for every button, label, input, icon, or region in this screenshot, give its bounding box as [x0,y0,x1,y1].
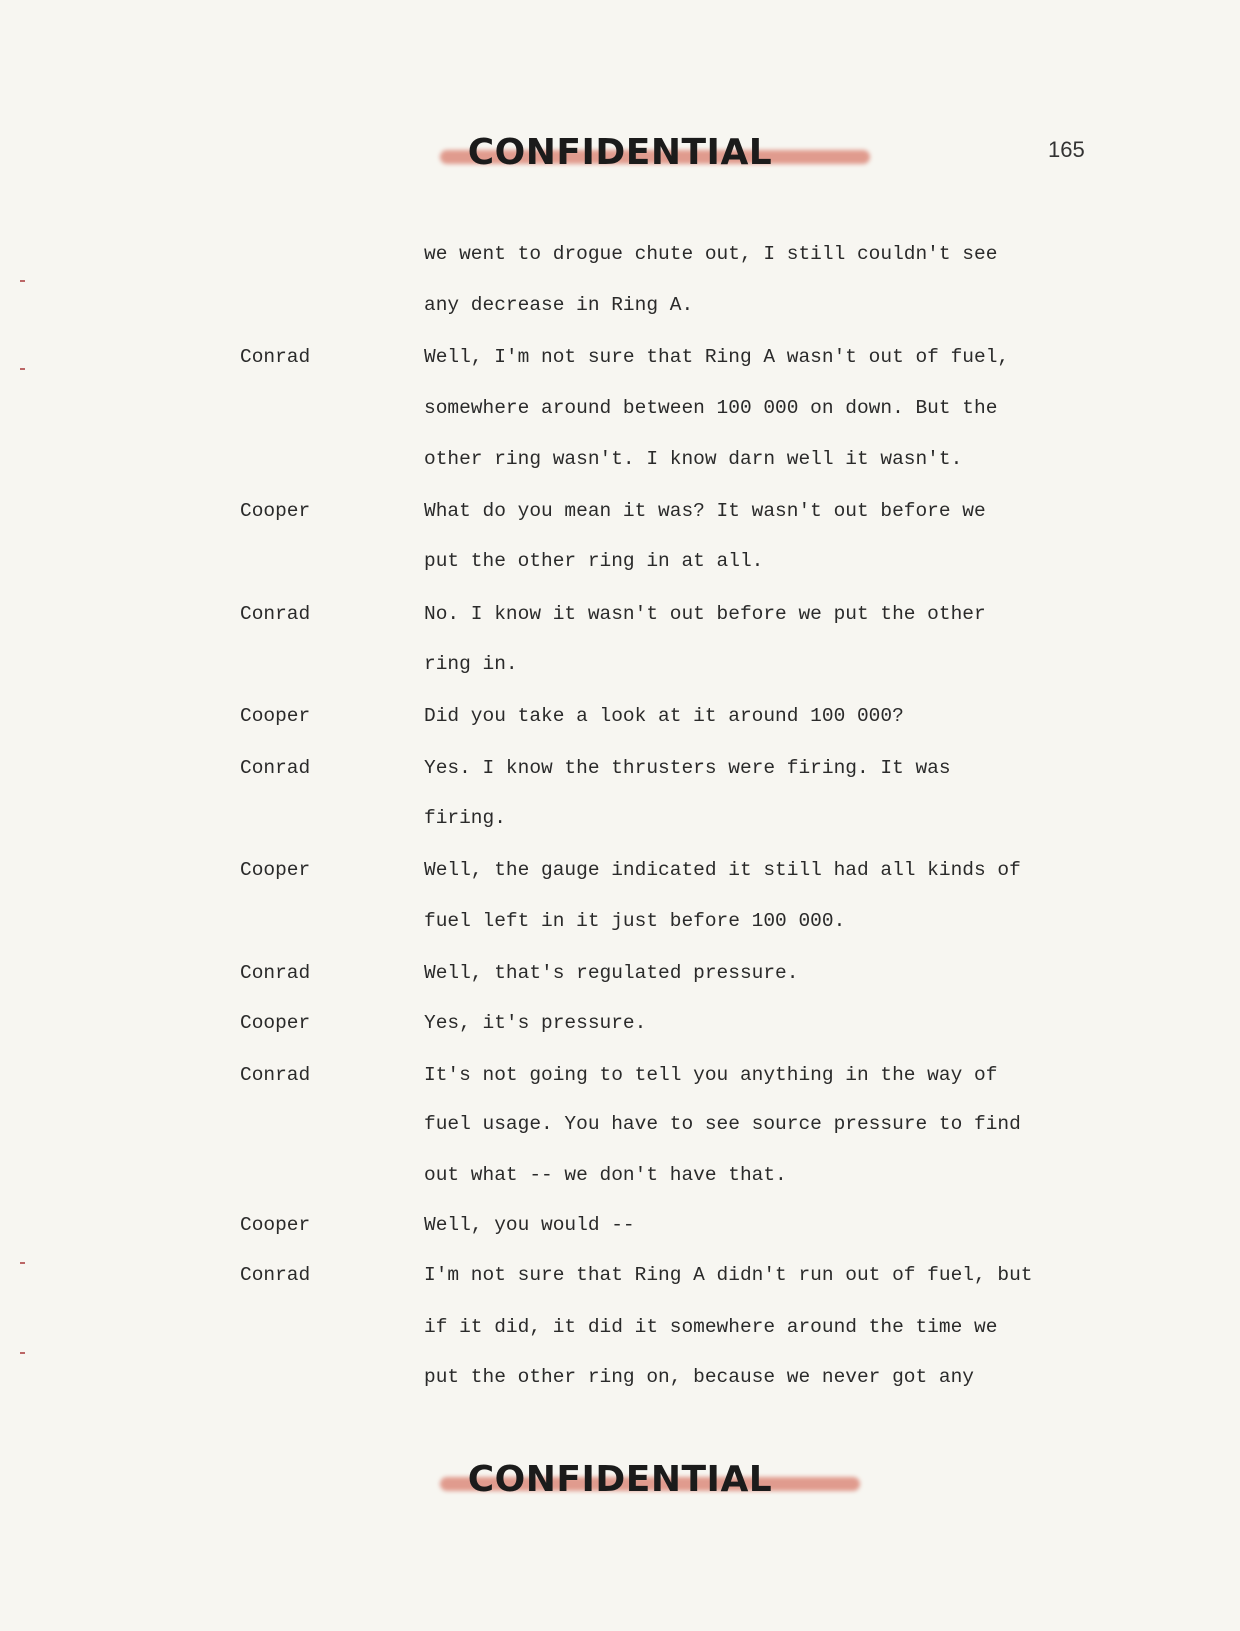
speaker-name: Conrad [240,962,311,984]
dialogue-line: Well, the gauge indicated it still had all kinds of [424,859,1021,881]
dialogue-line: we went to drogue chute out, I still couldn't see [424,243,998,265]
speaker-name: Conrad [240,603,311,625]
margin-mark [20,1352,25,1354]
dialogue-line: somewhere around between 100 000 on down. But the [424,397,998,419]
speaker-name: Cooper [240,705,311,727]
speaker-name: Cooper [240,1012,311,1034]
dialogue-line: It's not going to tell you anything in the way of [424,1064,998,1086]
dialogue-line: any decrease in Ring A. [424,294,694,316]
speaker-name: Cooper [240,500,311,522]
dialogue-line: put the other ring in at all. [424,550,764,572]
confidential-stamp-bottom [0,1459,1240,1500]
dialogue-line: Well, you would -- [424,1214,635,1236]
speaker-name: Cooper [240,859,311,881]
dialogue-line: Well, that's regulated pressure. [424,962,799,984]
dialogue-line: fuel left in it just before 100 000. [424,910,846,932]
dialogue-line: out what -- we don't have that. [424,1164,787,1186]
dialogue-line: Yes. I know the thrusters were firing. It was [424,757,951,779]
speaker-name: Conrad [240,346,311,368]
margin-mark [20,280,25,282]
speaker-name: Conrad [240,1264,311,1286]
dialogue-line: fuel usage. You have to see source pressure to find [424,1113,1021,1135]
speaker-name: Cooper [240,1214,311,1236]
dialogue-line: other ring wasn't. I know darn well it wasn't. [424,448,963,470]
stamp-text: CONFIDENTIAL [467,132,773,173]
speaker-name: Conrad [240,1064,311,1086]
dialogue-line: Did you take a look at it around 100 000? [424,705,904,727]
dialogue-line: What do you mean it was? It wasn't out before we [424,500,986,522]
margin-mark [20,368,25,370]
dialogue-line: ring in. [424,653,518,675]
stamp-text: CONFIDENTIAL [467,1459,773,1500]
dialogue-line: Yes, it's pressure. [424,1012,647,1034]
dialogue-line: firing. [424,807,506,829]
speaker-name: Conrad [240,757,311,779]
dialogue-line: I'm not sure that Ring A didn't run out of fuel, but [424,1264,1033,1286]
dialogue-line: put the other ring on, because we never got any [424,1366,974,1388]
dialogue-line: if it did, it did it somewhere around the time we [424,1316,998,1338]
page-number: 165 [1048,137,1085,162]
dialogue-line: Well, I'm not sure that Ring A wasn't out of fuel, [424,346,1010,368]
dialogue-line: No. I know it wasn't out before we put the other [424,603,986,625]
margin-mark [20,1262,25,1264]
